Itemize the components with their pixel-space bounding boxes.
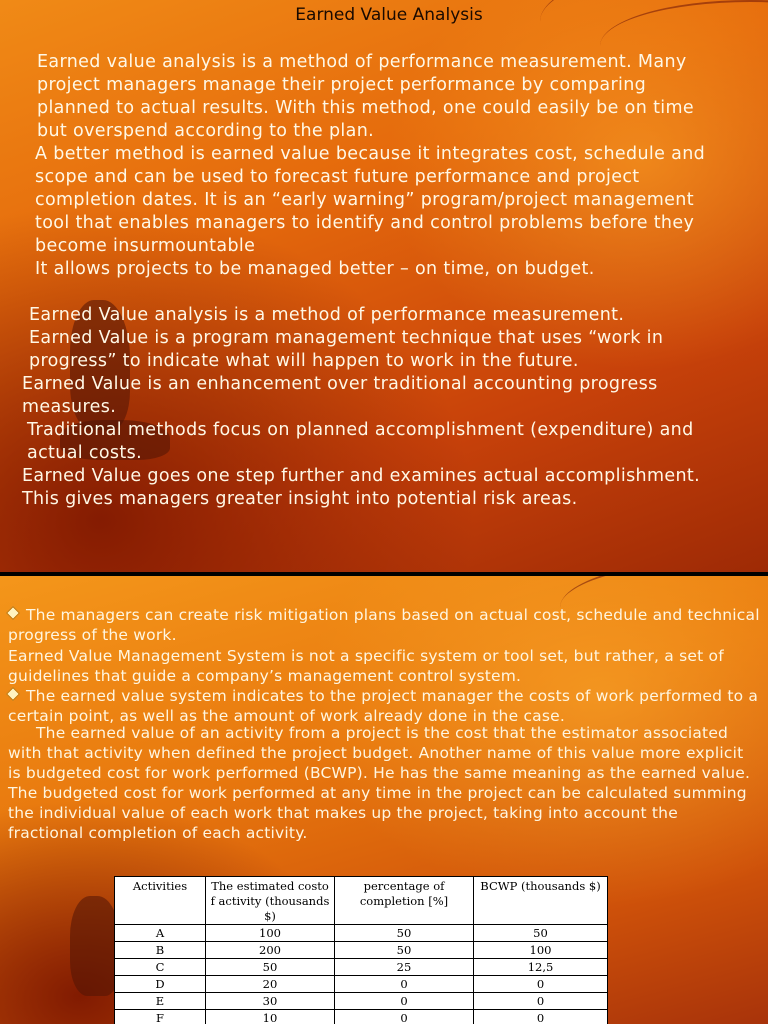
paragraph: Earned Value is an enhancement over traditional accounting progress measures.	[22, 374, 658, 417]
table-cell: 25	[335, 959, 474, 976]
table-cell: B	[115, 942, 206, 959]
column-header: The estimated costo f activity (thousands $)	[206, 877, 335, 925]
table-cell: E	[115, 993, 206, 1010]
paragraph: Earned Value Management System is not a specific system or tool set, but rather, a set of guidelines that guide a company’s management control system.	[8, 647, 724, 685]
table-cell: 0	[474, 976, 608, 993]
column-header: Activities	[115, 877, 206, 925]
bcwp-table	[114, 876, 608, 1024]
table-cell: A	[115, 925, 206, 942]
paragraph-text: The earned value system indicates to the project manager the costs of work performed to a certain point, as well as the amount of work already done in the case.	[8, 687, 759, 725]
table-row	[115, 925, 608, 942]
table-cell: 20	[206, 976, 335, 993]
bullet-paragraph	[8, 686, 768, 726]
table-row	[115, 976, 608, 993]
bullet-paragraph	[8, 605, 763, 645]
runner-silhouette	[70, 896, 120, 996]
table-cell: 0	[335, 1010, 474, 1024]
table-cell: C	[115, 959, 206, 976]
table-cell: 50	[474, 925, 608, 942]
paragraph: Earned Value goes one step further and examines actual accomplishment. This gives managers greater insight into potential risk areas.	[22, 466, 701, 509]
table-cell: 0	[474, 993, 608, 1010]
table-cell: 12,5	[474, 959, 608, 976]
paragraph: Earned Value is a program management technique that uses “work in progress” to indicate what will happen to work in the future.	[29, 328, 664, 371]
table-row	[115, 1010, 608, 1024]
table-cell: 100	[474, 942, 608, 959]
table-cell: 50	[335, 942, 474, 959]
paragraph: Earned value analysis is a method of performance measurement. Many project managers manage their project performance by comparing planned to actual results. With this method, one could easily be on time but overspend according to the plan.	[37, 52, 695, 141]
slide-2	[0, 576, 768, 1024]
paragraph-text: The managers can create risk mitigation plans based on actual cost, schedule and technical progress of the work.	[8, 606, 760, 644]
table-row	[115, 959, 608, 976]
paragraph: Earned Value analysis is a method of performance measurement.	[29, 305, 625, 325]
table-cell: 50	[335, 925, 474, 942]
diamond-bullet-icon	[6, 606, 20, 620]
table-cell: 0	[474, 1010, 608, 1024]
paragraph: It allows projects to be managed better – on time, on budget.	[35, 259, 595, 279]
column-header: percentage of completion [%]	[335, 877, 474, 925]
table-cell: D	[115, 976, 206, 993]
table-cell: 0	[335, 976, 474, 993]
paragraph: The earned value of an activity from a project is the cost that the estimator associated with that activity when defined the project budget. Another name of this value more explicit is budgeted cost for work performed (BCWP). He has the same meaning as the earned value. The budgeted cost for work performed at any time in the project can be calculated summing the individual value of each work that makes up the project, taking into account the fractional completion of each activity.	[8, 724, 751, 842]
table-cell: 0	[335, 993, 474, 1010]
table-cell: F	[115, 1010, 206, 1024]
diamond-bullet-icon	[6, 687, 20, 701]
table-row	[115, 942, 608, 959]
column-header: BCWP (thousands $)	[474, 877, 608, 925]
table-cell: 200	[206, 942, 335, 959]
table-cell: 10	[206, 1010, 335, 1024]
paragraph: Traditional methods focus on planned accomplishment (expenditure) and actual costs.	[27, 420, 694, 463]
slide-title: Earned Value Analysis	[295, 5, 483, 25]
table-cell: 100	[206, 925, 335, 942]
table-row	[115, 993, 608, 1010]
table-cell: 50	[206, 959, 335, 976]
table-header-row	[115, 877, 608, 925]
table-cell: 30	[206, 993, 335, 1010]
paragraph: A better method is earned value because it integrates cost, schedule and scope and can be used to forecast future performance and project completion dates. It is an “early warning” program/project management tool that enables managers to identify and control problems before they become insurmountable	[35, 144, 706, 256]
